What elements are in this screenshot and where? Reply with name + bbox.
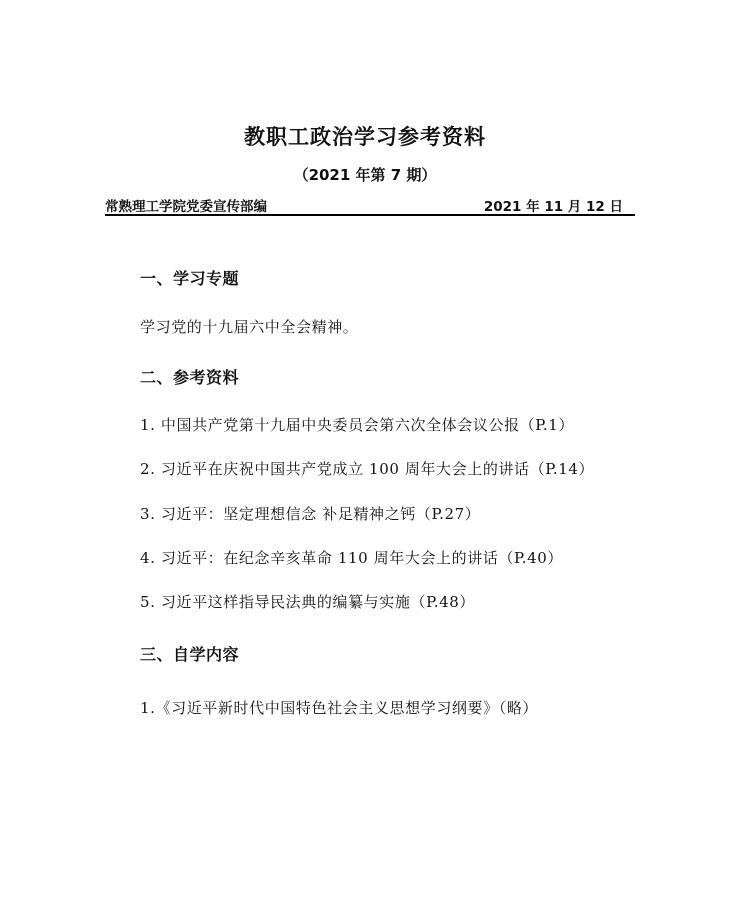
self-study-item: 1.《习近平新时代中国特色社会主义思想学习纲要》（略）	[140, 699, 539, 717]
section-heading-study-topic: 一、学习专题	[140, 269, 240, 288]
reference-item: 5. 习近平这样指导民法典的编纂与实施（P.48）	[140, 593, 475, 611]
section-heading-references: 二、参考资料	[140, 368, 240, 387]
masthead	[105, 194, 635, 216]
reference-item: 4. 习近平：在纪念辛亥革命 110 周年大会上的讲话（P.40）	[140, 549, 563, 567]
reference-item: 2. 习近平在庆祝中国共产党成立 100 周年大会上的讲话（P.14）	[140, 460, 595, 478]
publisher: 常熟理工学院党委宣传部编	[105, 199, 267, 215]
reference-item: 3. 习近平：坚定理想信念 补足精神之钙（P.27）	[140, 505, 481, 523]
issue-number: （2021 年第 7 期）	[293, 166, 437, 184]
publication-date: 2021 年 11 月 12 日	[483, 199, 623, 215]
reference-item: 1. 中国共产党第十九届中央委员会第六次全体会议公报（P.1）	[140, 416, 575, 434]
study-topic-text: 学习党的十九届六中全会精神。	[140, 318, 359, 336]
document-title: 教职工政治学习参考资料	[244, 125, 486, 149]
section-heading-self-study: 三、自学内容	[140, 645, 240, 664]
